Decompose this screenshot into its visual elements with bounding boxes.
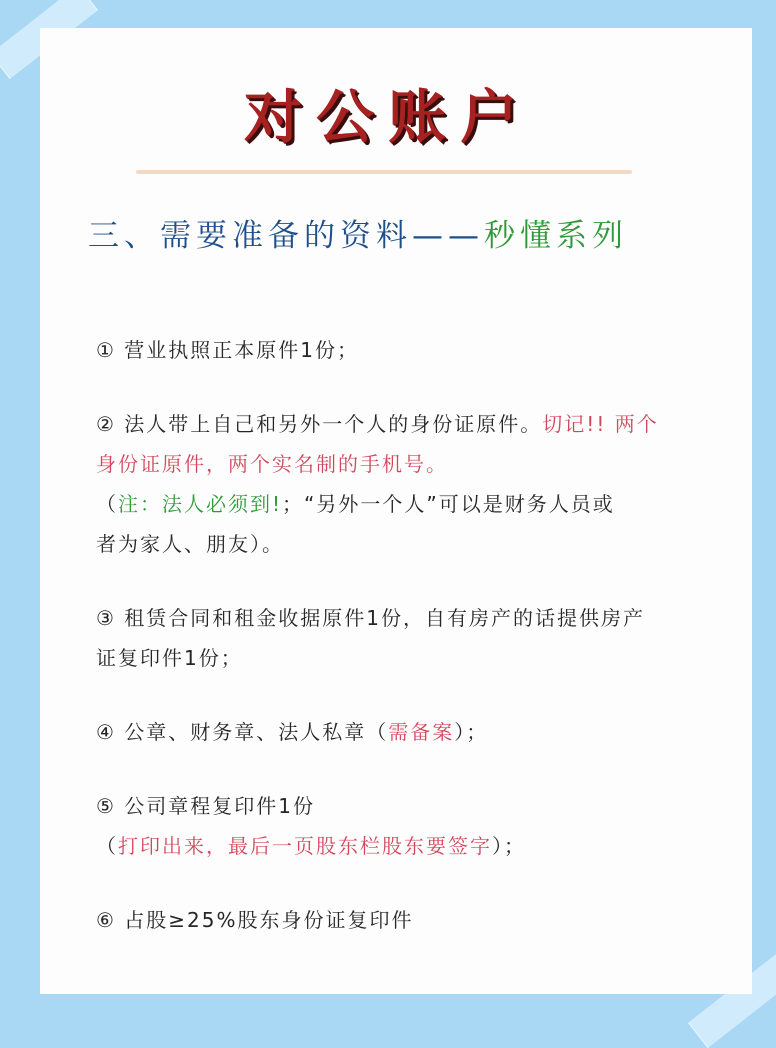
item-4-text-before: ④ 公章、财务章、法人私章（ bbox=[96, 720, 389, 744]
page-title: 对公账户 bbox=[243, 83, 532, 151]
title-divider bbox=[136, 170, 632, 174]
item-3-line-1: ③ 租赁合同和租金收据原件1份，自有房产的话提供房产 bbox=[96, 606, 646, 630]
item-4-line bbox=[96, 712, 716, 752]
list-item-5 bbox=[96, 786, 716, 866]
item-5-note: 打印出来，最后一页股东栏股东要签字 bbox=[118, 834, 492, 858]
item-4-highlight: 需备案 bbox=[388, 720, 455, 744]
item-3-line-2: 证复印件1份； bbox=[96, 646, 243, 670]
item-5-line-1: ⑤ 公司章程复印件1份 bbox=[96, 794, 316, 818]
item-2-line-1 bbox=[96, 404, 716, 444]
item-2-note: 注：法人必须到! bbox=[118, 492, 283, 516]
item-2-warning: 切记!! 两个 bbox=[542, 412, 659, 436]
section-heading bbox=[88, 212, 628, 260]
item-2-line-4: 者为家人、朋友）。 bbox=[96, 532, 284, 556]
list-item-6 bbox=[96, 900, 716, 940]
list-item-4 bbox=[96, 712, 716, 752]
item-1-text: ① 营业执照正本原件1份； bbox=[96, 338, 360, 362]
item-6-text: ⑥ 占股≥25%股东身份证复印件 bbox=[96, 908, 414, 932]
item-4-text-after: ）； bbox=[454, 720, 489, 744]
item-2-line-3 bbox=[96, 484, 716, 524]
item-2-line-3-text: ；“另外一个人”可以是财务人员或 bbox=[282, 492, 615, 516]
list-item-2 bbox=[96, 404, 716, 564]
item-2-note-open: （ bbox=[96, 492, 118, 516]
section-heading-prefix: 三、需要准备的资料—— bbox=[88, 218, 484, 254]
section-heading-suffix: 秒懂系列 bbox=[484, 218, 628, 254]
item-5-line-2 bbox=[96, 826, 716, 866]
list-item-1 bbox=[96, 330, 716, 370]
item-5-note-open: （ bbox=[96, 834, 118, 858]
requirements-list bbox=[96, 330, 716, 940]
item-2-line-1-text: ② 法人带上自己和另外一个人的身份证原件。 bbox=[96, 412, 543, 436]
item-2-line-2: 身份证原件，两个实名制的手机号。 bbox=[96, 452, 448, 476]
list-item-3 bbox=[96, 598, 716, 678]
item-5-note-close: ）； bbox=[492, 834, 526, 858]
